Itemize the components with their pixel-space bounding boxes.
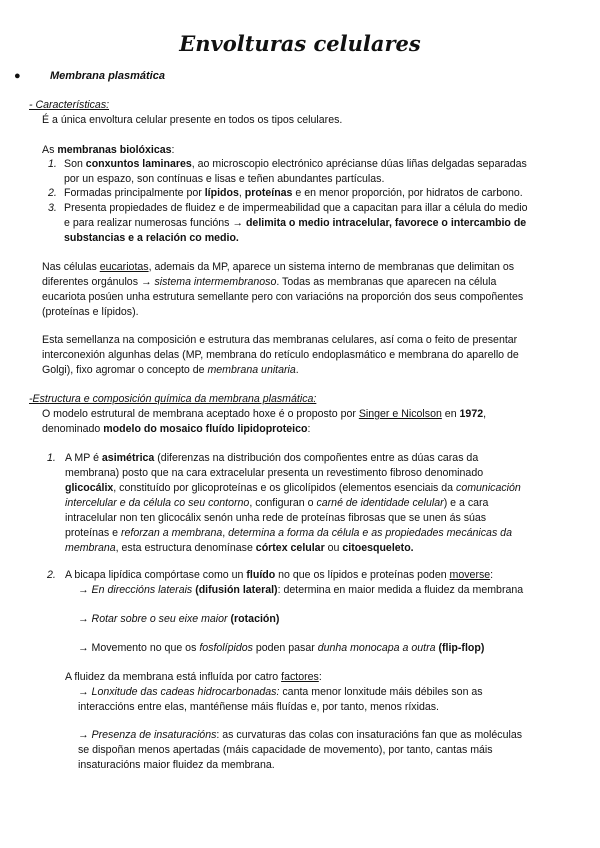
membranas-intro-bold: membranas biolóxicas (57, 144, 172, 156)
list-item (64, 157, 527, 187)
move-lateral (78, 583, 523, 598)
list-item-line: Formadas principalmente por lípidos, proteínas e en menor proporción, por hidratos de carbono. (64, 187, 523, 199)
item2-fluido (65, 568, 493, 583)
paragraph-line: membrana) posto que na cara extracelular presenta un revestimento fibroso denominado (65, 467, 484, 479)
list-number: 1. (48, 158, 57, 170)
item2-number: 2. (47, 569, 56, 581)
paragraph-line: O modelo estrutural de membrana aceptado hoxe é o proposto por Singer e Nicolson en 1972, (42, 408, 487, 420)
paragraph-eucariotas (42, 260, 523, 320)
paragraph-modelo (42, 407, 486, 437)
paragraph-line: intracelular non ten glicocálix senón unha rede de proteínas fibrosas que se unen ás súas (65, 512, 487, 524)
item1-asimetrica (65, 451, 521, 556)
subheading-caracteristicas: - Características: (29, 99, 110, 111)
paragraph-line: Esta semellanza na composición e estrutura das membranas celulares, así coma o feito de presentar (42, 334, 518, 346)
move-line: → Rotar sobre o seu eixe maior (rotación) (78, 613, 280, 625)
paragraph-line: se dispoñan menos apertadas (máis capacidade de movemento), por tanto, cantas máis (78, 744, 493, 756)
paragraph-line: eucariota posúen unha estrutura semellante pero con variacións na proporción dos seus compoñentes (42, 291, 524, 303)
list-number: 3. (48, 202, 57, 214)
paragraph-line: intercelular e da célula co seu contorno, configuran o carné de identidade celular) e a cara (65, 497, 489, 509)
paragraph-line: A fluidez da membrana está influída por catro factores: (65, 671, 322, 683)
membranas-intro-pre: As (42, 144, 58, 156)
move-line: → Movemento no que os fosfolípidos poden pasar dunha monocapa a outra (flip-flop) (78, 642, 485, 654)
list-item-line: Son conxuntos laminares, ao microscopio electrónico aprécianse dúas liñas delgadas separadas (64, 158, 527, 170)
paragraph-line: → Presenza de insaturacións: as curvaturas das colas con insaturacións fan que as moléculas (78, 729, 523, 741)
paragraph-line: interconexión algunhas delas (MP, membrana do retículo endoplasmático e membrana do aparello de (42, 349, 519, 361)
paragraph-line: denominado modelo do mosaico fluído lipidoproteico: (42, 423, 311, 435)
subheading-estructura: -Estructura e composición química da membrana plasmática: (29, 393, 317, 405)
paragraph-line: membrana, esta estructura denomínase córtex celular ou citoesqueleto. (65, 542, 414, 554)
item1-number: 1. (47, 452, 56, 464)
paragraph-line: proteínas e reforzan a membrana, determina a forma da célula e as propiedades mecánicas da (65, 527, 512, 539)
list-item-line: Presenta propiedades de fluidez e de impermeabilidad que a capacitan para illar a célula do medio (64, 202, 528, 214)
membranas-intro-post: : (171, 144, 175, 156)
page-title: Envolturas celulares (179, 31, 421, 56)
paragraph-line: → Lonxitude das cadeas hidrocarbonadas: canta menor lonxitude máis débiles son as (78, 686, 483, 698)
paragraph-line: glicocálix, constituído por glicoproteínas e os glicolípidos (elementos esenciais da comunicación (65, 482, 521, 494)
factor-lonxitude (78, 685, 483, 715)
factors-intro (65, 670, 322, 685)
paragraph-line: Nas células eucariotas, ademais da MP, aparece un sistema interno de membranas que delimitan os (42, 261, 515, 273)
paragraph-line: diferentes orgánulos → sistema intermembranoso. Todas as membranas que aparecen na célula (42, 276, 497, 288)
list-item-line: por un espazo, son contínuas e lisas e teñen abundantes partículas. (64, 173, 385, 185)
move-flipflop (78, 641, 484, 656)
move-line: → En direccións laterais (difusión lateral): determina en maior medida a fluidez da membrana (78, 584, 524, 596)
section-heading-membrana: Membrana plasmática (50, 70, 165, 82)
list-item (64, 201, 527, 246)
paragraph-line: A bicapa lipídica compórtase como un fluído no que os lípidos e proteínas poden moverse: (65, 569, 494, 581)
paragraph-semellanza (42, 333, 519, 378)
membranas-intro (42, 143, 175, 158)
paragraph-line: interaccións entre elas, mantéñense máis fluídas e, por tanto, menos ríxidas. (78, 701, 439, 713)
paragraph-line: insaturacións maior fluidez da membrana. (78, 759, 275, 771)
paragraph-line: Golgi), fixo agromar o concepto de membrana unitaria. (42, 364, 299, 376)
list-item-line: e para realizar numerosas funcións → delimita o medio intracelular, favorece o intercambio de (64, 217, 527, 229)
paragraph-line: A MP é asimétrica (diferenzas na distribución dos compoñentes entre as dúas caras da (65, 452, 479, 464)
bullet-marker: ● (14, 70, 21, 82)
list-item-line: substancias e a relación co medio. (64, 232, 239, 244)
factor-insaturacions (78, 728, 522, 773)
intro-text: É a única envoltura celular presente en todos os tipos celulares. (42, 114, 343, 126)
list-item (64, 186, 523, 201)
list-number: 2. (48, 187, 57, 199)
paragraph-line: (proteínas e lípidos). (42, 306, 139, 318)
move-rotation (78, 612, 279, 627)
